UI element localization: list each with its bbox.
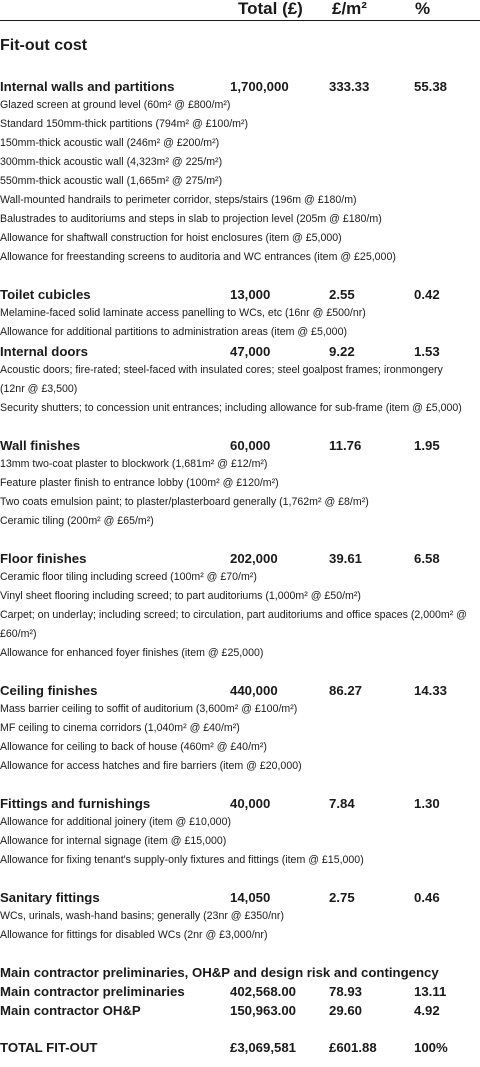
line-item: Allowance for fixing tenant's supply-only fixtures and fittings (item @ £15,000) — [0, 854, 364, 866]
line-item: Carpet; on underlay; including screed; to circulation, part auditoriums and office spaces (2,000m² @ £60/m²) — [0, 609, 467, 640]
cost-section — [0, 342, 480, 418]
spacer — [0, 663, 480, 681]
section-heading — [0, 888, 480, 907]
total-value: 60,000 — [230, 438, 271, 453]
percent-value: 4.92 — [414, 1003, 440, 1018]
line-item: 550mm-thick acoustic wall (1,665m² @ 275/m²) — [0, 175, 223, 187]
row-label: Ceiling finishes — [0, 683, 98, 698]
per-m2-value: 9.22 — [329, 344, 355, 359]
row-label: Wall finishes — [0, 438, 81, 453]
spacer — [0, 1020, 480, 1038]
cost-section — [0, 549, 480, 663]
total-value: 202,000 — [230, 551, 278, 566]
row-label: Main contractor preliminaries — [0, 984, 185, 999]
row-label: Floor finishes — [0, 551, 87, 566]
line-item: Allowance for shaftwall construction for hoist enclosures (item @ £5,000) — [0, 232, 342, 244]
contractor-row — [0, 982, 480, 1001]
line-item: Allowance for freestanding screens to auditoria and WC entrances (item @ £25,000) — [0, 251, 396, 263]
per-m2-value: 29.60 — [329, 1003, 363, 1018]
percent-value: 100% — [414, 1040, 448, 1055]
row-label: Main contractor OH&P — [0, 1003, 141, 1018]
percent-value: 0.46 — [414, 890, 440, 905]
percent-value: 6.58 — [414, 551, 440, 566]
line-item: Allowance for ceiling to back of house (460m² @ £40/m²) — [0, 741, 267, 753]
cost-section — [0, 285, 480, 342]
header-rule — [0, 20, 480, 21]
line-item: Allowance for fittings for disabled WCs (2nr @ £3,000/nr) — [0, 929, 268, 941]
section-heading — [0, 681, 480, 700]
percent-value: 0.42 — [414, 287, 440, 302]
section-heading — [0, 436, 480, 455]
spacer — [0, 531, 480, 549]
line-item: 13mm two-coat plaster to blockwork (1,681m² @ £12/m²) — [0, 458, 268, 470]
total-value: 402,568.00 — [230, 984, 297, 999]
line-item: 300mm-thick acoustic wall (4,323m² @ 225/m²) — [0, 156, 223, 168]
line-item: Feature plaster finish to entrance lobby (100m² @ £120/m²) — [0, 477, 279, 489]
total-value: 47,000 — [230, 344, 271, 359]
header-total: Total (£) — [238, 0, 303, 18]
line-item: 150mm-thick acoustic wall (246m² @ £200/m²) — [0, 137, 220, 149]
section-heading — [0, 77, 480, 96]
contractor-heading — [0, 963, 480, 982]
line-item: Vinyl sheet flooring including screed; to part auditoriums (1,000m² @ £50/m²) — [0, 590, 361, 602]
percent-value: 14.33 — [414, 683, 448, 698]
percent-value: 1.95 — [414, 438, 440, 453]
line-item: Allowance for additional joinery (item @ £10,000) — [0, 816, 231, 828]
per-m2-value: £601.88 — [329, 1040, 377, 1055]
per-m2-value: 2.55 — [329, 287, 355, 302]
percent-value: 1.30 — [414, 796, 440, 811]
spacer — [0, 267, 480, 285]
total-value: 40,000 — [230, 796, 271, 811]
header-per-m2: £/m² — [332, 0, 367, 18]
total-value: 150,963.00 — [230, 1003, 297, 1018]
section-heading — [0, 794, 480, 813]
spacer — [0, 945, 480, 963]
line-item: Mass barrier ceiling to soffit of auditorium (3,600m² @ £100/m²) — [0, 703, 298, 715]
line-item: Glazed screen at ground level (60m² @ £800/m²) — [0, 99, 231, 111]
cost-section — [0, 436, 480, 531]
per-m2-value: 333.33 — [329, 79, 370, 94]
line-item: Ceramic tiling (200m² @ £65/m²) — [0, 515, 154, 527]
total-value: 14,050 — [230, 890, 271, 905]
row-label: TOTAL FIT-OUT — [0, 1040, 98, 1055]
line-item: Ceramic floor tiling including screed (100m² @ £70/m²) — [0, 571, 257, 583]
cost-section — [0, 681, 480, 776]
per-m2-value: 78.93 — [329, 984, 363, 999]
line-item: Wall-mounted handrails to perimeter corridor, steps/stairs (196m @ £180/m) — [0, 194, 357, 206]
per-m2-value: 39.61 — [329, 551, 363, 566]
spacer — [0, 418, 480, 436]
line-item: Balustrades to auditoriums and steps in slab to projection level (205m @ £180/m) — [0, 213, 382, 225]
line-item: WCs, urinals, wash-hand basins; generally (23nr @ £350/nr) — [0, 910, 284, 922]
total-value: 13,000 — [230, 287, 271, 302]
line-item: MF ceiling to cinema corridors (1,040m² @ £40/m²) — [0, 722, 240, 734]
line-item: Two coats emulsion paint; to plaster/plasterboard generally (1,762m² @ £8/m²) — [0, 496, 369, 508]
row-label: Internal doors — [0, 344, 88, 359]
contractor-row — [0, 1001, 480, 1020]
cost-table — [0, 77, 480, 1057]
line-item: Allowance for access hatches and fire barriers (item @ £20,000) — [0, 760, 302, 772]
line-item: Security shutters; to concession unit entrances; including allowance for sub-frame (item @ £5,000) — [0, 402, 462, 414]
section-heading — [0, 285, 480, 304]
row-label: Main contractor preliminaries, OH&P and design risk and contingency — [0, 965, 439, 980]
cost-section — [0, 77, 480, 267]
spacer — [0, 776, 480, 794]
cost-section — [0, 794, 480, 870]
per-m2-value: 11.76 — [329, 438, 362, 453]
section-heading — [0, 342, 480, 361]
percent-value: 1.53 — [414, 344, 440, 359]
per-m2-value: 86.27 — [329, 683, 363, 698]
spacer — [0, 870, 480, 888]
cost-section — [0, 888, 480, 945]
line-item: Acoustic doors; fire-rated; steel-faced with insulated cores; steel goalpost frames; ironmongery (12nr @ £3,500) — [0, 364, 443, 395]
line-item: Allowance for internal signage (item @ £15,000) — [0, 835, 227, 847]
line-item: Allowance for additional partitions to administration areas (item @ £5,000) — [0, 326, 347, 338]
row-label: Fittings and furnishings — [0, 796, 151, 811]
line-item: Allowance for enhanced foyer finishes (item @ £25,000) — [0, 647, 264, 659]
total-value: £3,069,581 — [230, 1040, 297, 1055]
percent-value: 13.11 — [414, 984, 447, 999]
grand-total-row — [0, 1038, 480, 1057]
total-value: 440,000 — [230, 683, 278, 698]
line-item: Standard 150mm-thick partitions (794m² @ £100/m²) — [0, 118, 249, 130]
contractor-section — [0, 963, 480, 1020]
header-percent: % — [415, 0, 431, 18]
per-m2-value: 2.75 — [329, 890, 355, 905]
row-label: Internal walls and partitions — [0, 79, 175, 94]
row-label: Sanitary fittings — [0, 890, 100, 905]
section-heading — [0, 549, 480, 568]
page-title: Fit-out cost — [0, 37, 88, 54]
line-item: Melamine-faced solid laminate access panelling to WCs, etc (16nr @ £500/nr) — [0, 307, 366, 319]
percent-value: 55.38 — [414, 79, 448, 94]
column-header — [0, 0, 480, 20]
total-value: 1,700,000 — [230, 79, 289, 94]
per-m2-value: 7.84 — [329, 796, 355, 811]
row-label: Toilet cubicles — [0, 287, 91, 302]
